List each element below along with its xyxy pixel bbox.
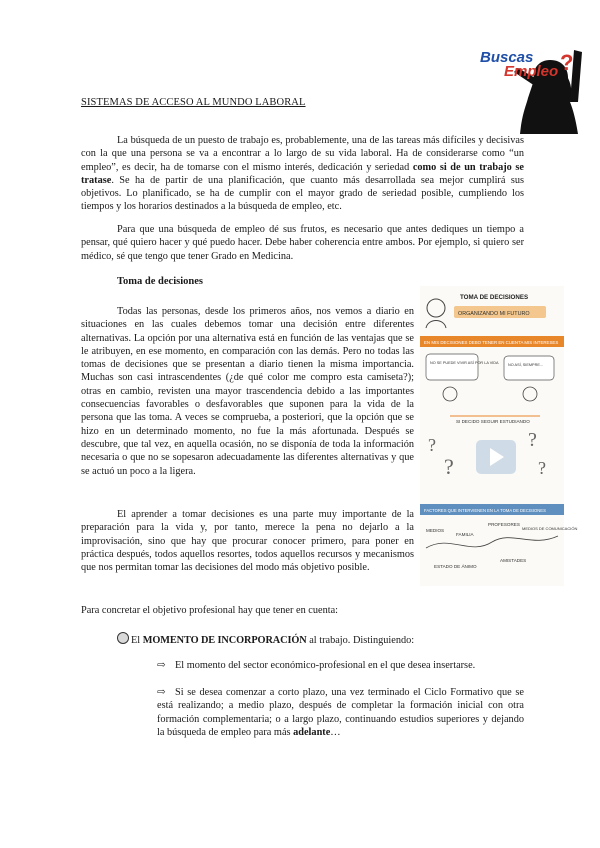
infographic-graphic: [420, 286, 578, 586]
paragraph-decisions: Todas las personas, desde los primeros años, nos vemos a diario en situaciones en las cuales debemos tomar una decisión entre diferentes alternativas. La opción por una alternativa está en función de las ventajas que se le atribuyen, en ese momento, en comparación con las demás. Pero no todas las tomas de decisiones que se presentan a diario tienen la misma importancia. Muchas son casi intrascendentes (¿de qué color me compro esta camiseta?); otras en cambio, revisten una mayor trascendencia debido a las importantes consecuencias favorables o desfavorables que suponen para la vida de la persona que las toma. A veces se comprueba, a posteriori, que la opción que se hizo en un determinado momento, no fue la más afortunada. Después se descubre, que tal vez, en aquella ocasión, no se disponía de toda la información necesaria o que no se sopesaron adecuadamente las diferentes alternativas y que se actuó un poco a la ligera.: [81, 306, 414, 477]
section-heading: Toma de decisiones: [117, 276, 203, 287]
infographic-band-study: SI DECIDO SEGUIR ESTUDIANDO: [456, 419, 530, 424]
paragraph-planning: Para que una búsqueda de empleo dé sus frutos, es necesario que antes dediques un tiempo a pensar, qué quiero hacer y qué puedo hacer. Debe haber coherencia entre ambos. Por ejemplo, si quiero ser médico, sé que tengo que tener Grado en Medicina.: [81, 224, 524, 262]
logo-graphic: [478, 42, 584, 134]
infographic-subtitle: ORGANIZANDO MI FUTURO: [458, 311, 530, 317]
question-mark-icon: ?: [428, 435, 436, 455]
infographic-band-interests: EN MIS DECISIONES DEBO TENER EN CUENTA MIS INTERESES: [424, 340, 559, 345]
list-item: ⇨ El momento del sector económico-profesional en el que desea insertarse.: [157, 660, 476, 671]
logo-text-a: Buscas: [480, 49, 534, 66]
paragraph-objective: Para concretar el objetivo profesional hay que tener en cuenta:: [81, 605, 339, 616]
list-item-incorporation: El MOMENTO DE INCORPORACIÓN al trabajo. Distinguiendo:: [117, 632, 524, 647]
decision-infographic: [420, 286, 578, 586]
logo: [478, 42, 584, 134]
arrow-right-icon: ⇨: [157, 687, 166, 698]
logo-text-b: Empleo: [504, 63, 559, 80]
infographic-band-factors: FACTORES QUE INTERVIENEN EN LA TOMA DE DECISIONES: [424, 508, 546, 513]
question-mark-icon: ?: [538, 458, 546, 478]
paragraph-intro: La búsqueda de un puesto de trabajo es, probablemente, una de las tareas más difíciles y decisivas con la que una persona se va a encontrar a lo largo de su vida laboral. Ha de considerarse como “un empleo”, es decir, ha de tomarse con el mismo interés, dedicación y seriedad como si de un trabajo se tratase. Se ha de partir de una planificación, que cuanto más desarrollada sea mejor cumplirá sus objetivos. Lo planificado, se ha de cumplir con el mayor grado de seriedad posible, cumpliendo los tiempos y los horarios destinados a la búsqueda de empleo, etc.: [81, 135, 524, 213]
bubble-left-text: NO SE PUEDE VIVIR ASÍ POR LA VIDA: [430, 361, 499, 365]
list-item: ⇨ Si se desea comenzar a corto plazo, una vez terminado el Ciclo Formativo que se está realizando; a medio plazo, después de completar la formación inicial con otra formación complementaria; o a largo plazo, continuando estudios superiores y dejando la búsqueda de empleo para más adelante…: [157, 687, 524, 738]
factor-label: MEDIOS DE COMUNICACIÓN: [522, 526, 578, 531]
question-mark-icon: ?: [528, 429, 537, 451]
paragraph-learning: El aprender a tomar decisiones es una parte muy importante de la preparación para la vida y, por tanto, merece la pena no dejarlo a la improvisación, sino que hay que procurar conocer primero, para poner en práctica después, todos aquellos resortes, todos aquellos recursos y mecanismos que nos permitan tomar las decisiones del modo más objetivo posible.: [81, 509, 414, 574]
page-title: SISTEMAS DE ACCESO AL MUNDO LABORAL: [81, 97, 306, 108]
arrow-right-icon: ⇨: [157, 660, 166, 671]
factor-label: FAMILIA: [456, 532, 474, 537]
factor-label: MEDIOS: [426, 528, 445, 533]
logo-question-mark: ?: [560, 50, 574, 75]
infographic-title: TOMA DE DECISIONES: [460, 294, 529, 301]
bubble-right-text: NO ASÍ, SIEMPRE...: [508, 363, 544, 367]
circle-bullet-icon: [117, 632, 129, 644]
factor-label: PROFESORES: [488, 522, 520, 527]
question-mark-icon: ?: [444, 454, 454, 479]
factor-label: ESTADO DE ÁNIMO: [434, 564, 477, 569]
factor-label: AMISTADES: [500, 558, 527, 563]
play-button[interactable]: [476, 440, 516, 474]
